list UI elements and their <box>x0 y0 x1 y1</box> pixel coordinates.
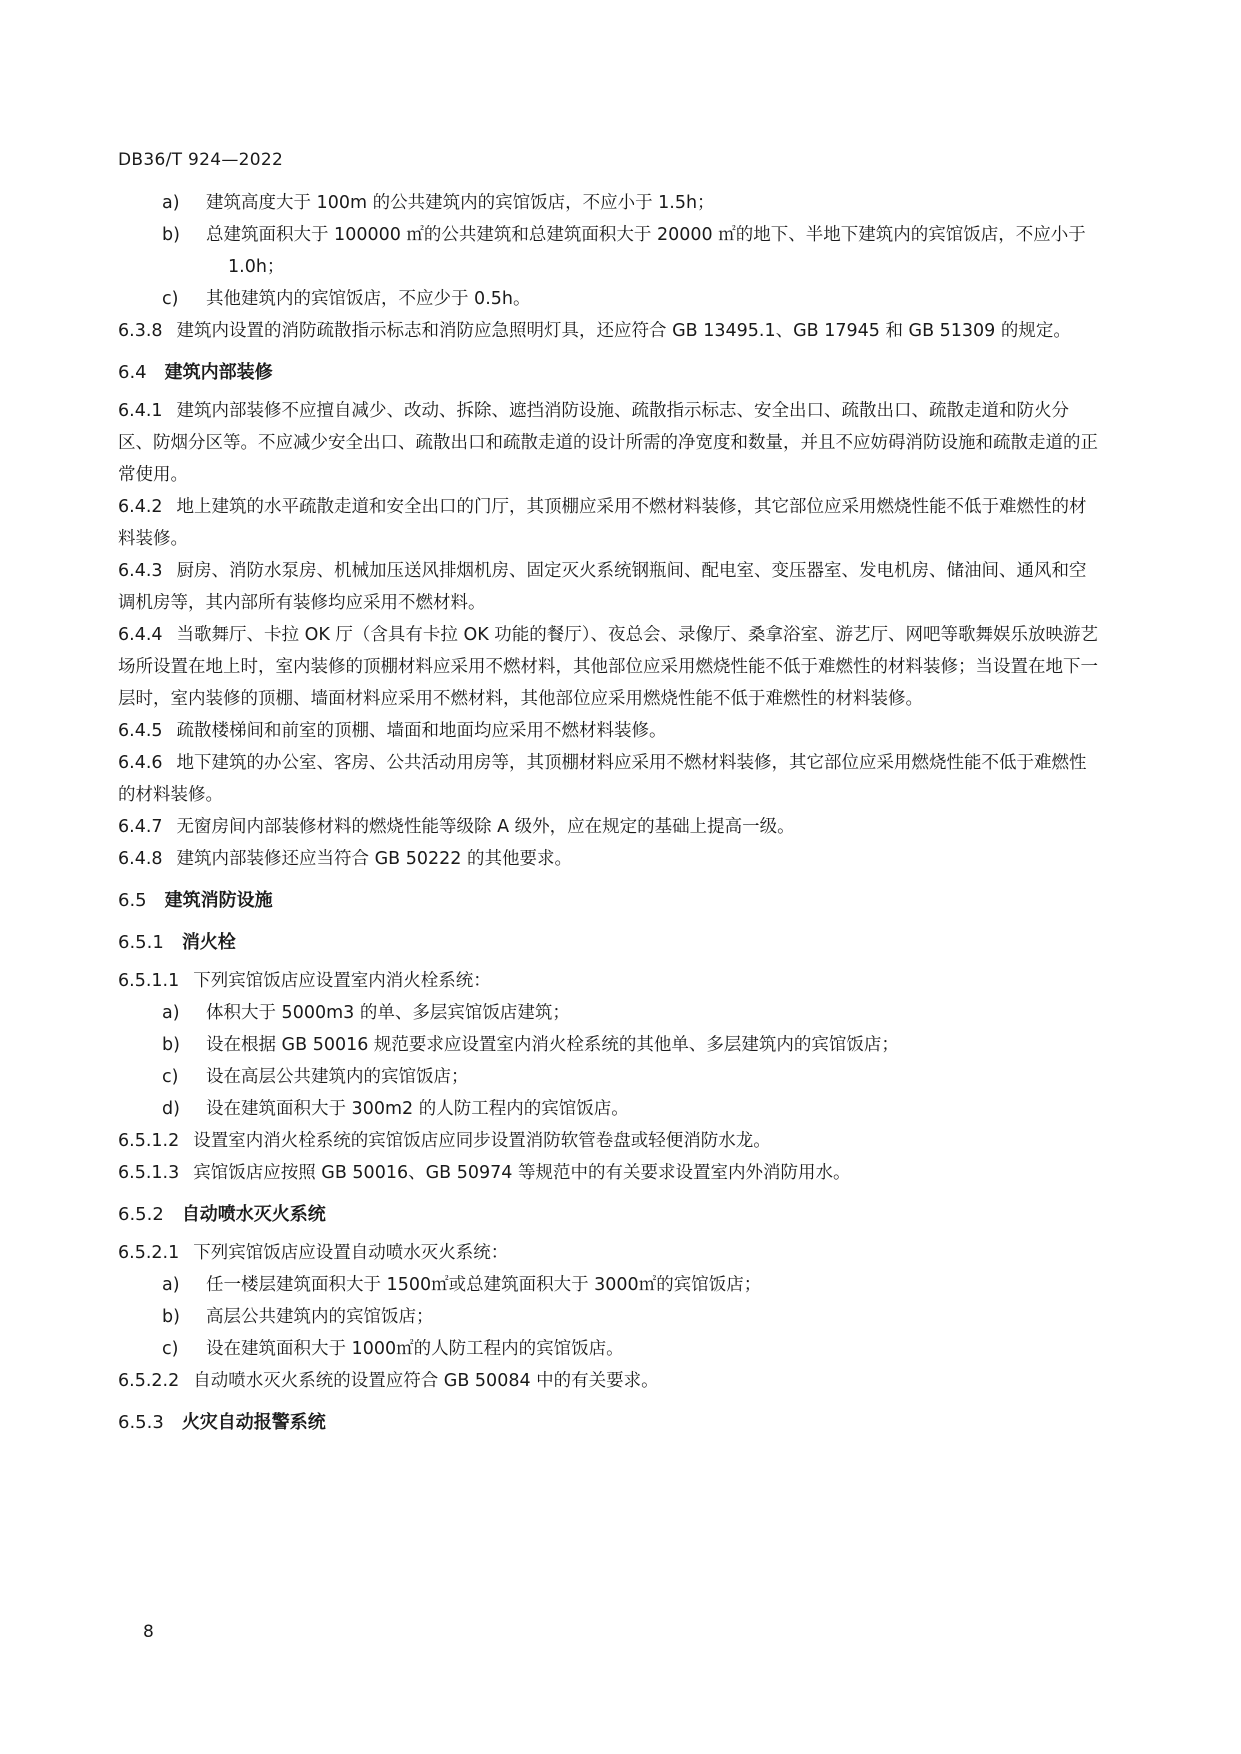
clause-paragraph <box>118 395 1103 491</box>
list-item-text: 其他建筑内的宾馆饭店，不应少于 0.5h。 <box>206 289 531 309</box>
list-item-text: 建筑高度大于 100m 的公共建筑内的宾馆饭店，不应小于 1.5h； <box>206 193 715 213</box>
list-item-label: a) <box>162 1275 180 1295</box>
clause-text: 无窗房间内部装修材料的燃烧性能等级除 A 级外，应在规定的基础上提高一级。 <box>176 817 795 837</box>
clause-text: 下列宾馆饭店应设置自动喷水灭火系统： <box>193 1243 509 1263</box>
section-heading <box>118 885 1103 917</box>
list-item-label: b) <box>162 225 180 245</box>
section-number: 6.5.1 <box>118 932 164 953</box>
clause-text: 下列宾馆饭店应设置室内消火栓系统： <box>193 971 491 991</box>
clause-number: 6.5.1.1 <box>118 971 180 991</box>
clause-text: 宾馆饭店应按照 GB 50016、GB 50974 等规范中的有关要求设置室内外消防用水。 <box>193 1163 851 1183</box>
list-item-label: c) <box>162 289 179 309</box>
section-heading <box>118 1199 1103 1231</box>
list-item-text: 设在建筑面积大于 300m2 的人防工程内的宾馆饭店。 <box>206 1099 629 1119</box>
list-item-label: c) <box>162 1067 179 1087</box>
section-number: 6.5.2 <box>118 1204 164 1225</box>
clause-text: 疏散楼梯间和前室的顶棚、墙面和地面均应采用不燃材料装修。 <box>176 721 667 741</box>
clause-text: 当歌舞厅、卡拉 OK 厅（含具有卡拉 OK 功能的餐厅）、夜总会、录像厅、桑拿浴室、游艺厅、网吧等歌舞娱乐放映游艺场所设置在地上时，室内装修的顶棚材料应采用不燃材料，其他部位应采用燃烧性能不低于难燃性的材料装修；当设置在地下一层时，室内装修的顶棚、墙面材料应采用不燃材料，其他部位应采用燃烧性能不低于难燃性的材料装修。 <box>118 625 1099 709</box>
section-heading <box>118 357 1103 389</box>
section-title: 建筑内部装修 <box>164 362 273 383</box>
clause-paragraph <box>118 315 1103 347</box>
clause-number: 6.5.2.2 <box>118 1371 180 1391</box>
clause-paragraph <box>118 843 1103 875</box>
list-item-text: 体积大于 5000m3 的单、多层宾馆饭店建筑； <box>206 1003 570 1023</box>
clause-paragraph <box>118 715 1103 747</box>
list-item-label: d) <box>162 1099 180 1119</box>
section-heading <box>118 1407 1103 1439</box>
page-number: 8 <box>143 1622 154 1642</box>
list-item <box>162 283 1103 315</box>
clause-paragraph <box>118 1365 1103 1397</box>
clause-text: 建筑内部装修还应当符合 GB 50222 的其他要求。 <box>176 849 572 869</box>
list-item-text: 设在建筑面积大于 1000㎡的人防工程内的宾馆饭店。 <box>206 1339 624 1359</box>
section-title: 火灾自动报警系统 <box>181 1412 326 1433</box>
clause-number: 6.4.2 <box>118 497 163 517</box>
section-number: 6.4 <box>118 362 147 383</box>
clause-number: 6.4.6 <box>118 753 163 773</box>
section-title: 建筑消防设施 <box>164 890 273 911</box>
clause-number: 6.4.3 <box>118 561 163 581</box>
list-item-label: b) <box>162 1307 180 1327</box>
document-body <box>118 187 1103 1445</box>
clause-paragraph <box>118 965 1103 997</box>
clause-paragraph <box>118 1157 1103 1189</box>
list-item-label: b) <box>162 1035 180 1055</box>
list-item <box>162 1029 1103 1061</box>
clause-text: 厨房、消防水泵房、机械加压送风排烟机房、固定灭火系统钢瓶间、配电室、变压器室、发电机房、储油间、通风和空调机房等，其内部所有装修均应采用不燃材料。 <box>118 561 1087 613</box>
list-item <box>162 1269 1103 1301</box>
list-item-label: c) <box>162 1339 179 1359</box>
clause-text: 地上建筑的水平疏散走道和安全出口的门厅，其顶棚应采用不燃材料装修，其它部位应采用燃烧性能不低于难燃性的材料装修。 <box>118 497 1087 549</box>
clause-number: 6.4.4 <box>118 625 163 645</box>
list-item-text: 设在高层公共建筑内的宾馆饭店； <box>206 1067 469 1087</box>
clause-text: 自动喷水灭火系统的设置应符合 GB 50084 中的有关要求。 <box>193 1371 659 1391</box>
clause-text: 建筑内设置的消防疏散指示标志和消防应急照明灯具，还应符合 GB 13495.1、GB 17945 和 GB 51309 的规定。 <box>176 321 1071 341</box>
list-item <box>162 1093 1103 1125</box>
list-item-label: a) <box>162 193 180 213</box>
clause-paragraph <box>118 1237 1103 1269</box>
list-item <box>162 1301 1103 1333</box>
clause-paragraph <box>118 1125 1103 1157</box>
clause-paragraph <box>118 619 1103 715</box>
list-item-label: a) <box>162 1003 180 1023</box>
list-item-text: 任一楼层建筑面积大于 1500㎡或总建筑面积大于 3000㎡的宾馆饭店； <box>206 1275 762 1295</box>
list-item <box>162 187 1103 219</box>
clause-text: 地下建筑的办公室、客房、公共活动用房等，其顶棚材料应采用不燃材料装修，其它部位应采用燃烧性能不低于难燃性的材料装修。 <box>118 753 1087 805</box>
list-item <box>162 1061 1103 1093</box>
clause-number: 6.4.7 <box>118 817 163 837</box>
clause-number: 6.4.5 <box>118 721 163 741</box>
section-heading <box>118 927 1103 959</box>
clause-number: 6.3.8 <box>118 321 163 341</box>
clause-number: 6.4.8 <box>118 849 163 869</box>
clause-paragraph <box>118 811 1103 843</box>
list-item <box>162 1333 1103 1365</box>
list-item <box>162 997 1103 1029</box>
list-item-text: 高层公共建筑内的宾馆饭店； <box>206 1307 434 1327</box>
clause-number: 6.5.1.3 <box>118 1163 180 1183</box>
clause-paragraph <box>118 491 1103 555</box>
list-item-text: 设在根据 GB 50016 规范要求应设置室内消火栓系统的其他单、多层建筑内的宾馆饭店； <box>206 1035 899 1055</box>
document-code-header: DB36/T 924—2022 <box>118 150 284 170</box>
section-number: 6.5 <box>118 890 147 911</box>
clause-number: 6.4.1 <box>118 401 163 421</box>
clause-paragraph <box>118 747 1103 811</box>
list-item-text: 总建筑面积大于 100000 ㎡的公共建筑和总建筑面积大于 20000 ㎡的地下、半地下建筑内的宾馆饭店，不应小于 1.0h； <box>206 225 1086 277</box>
clause-number: 6.5.2.1 <box>118 1243 180 1263</box>
list-item <box>162 219 1103 283</box>
clause-text: 设置室内消火栓系统的宾馆饭店应同步设置消防软管卷盘或轻便消防水龙。 <box>193 1131 771 1151</box>
section-number: 6.5.3 <box>118 1412 164 1433</box>
clause-number: 6.5.1.2 <box>118 1131 180 1151</box>
section-title: 消火栓 <box>181 932 236 953</box>
clause-paragraph <box>118 555 1103 619</box>
section-title: 自动喷水灭火系统 <box>181 1204 326 1225</box>
clause-text: 建筑内部装修不应擅自减少、改动、拆除、遮挡消防设施、疏散指示标志、安全出口、疏散出口、疏散走道和防火分区、防烟分区等。不应减少安全出口、疏散出口和疏散走道的设计所需的净宽度和数量，并且不应妨碍消防设施和疏散走道的正常使用。 <box>118 401 1098 485</box>
